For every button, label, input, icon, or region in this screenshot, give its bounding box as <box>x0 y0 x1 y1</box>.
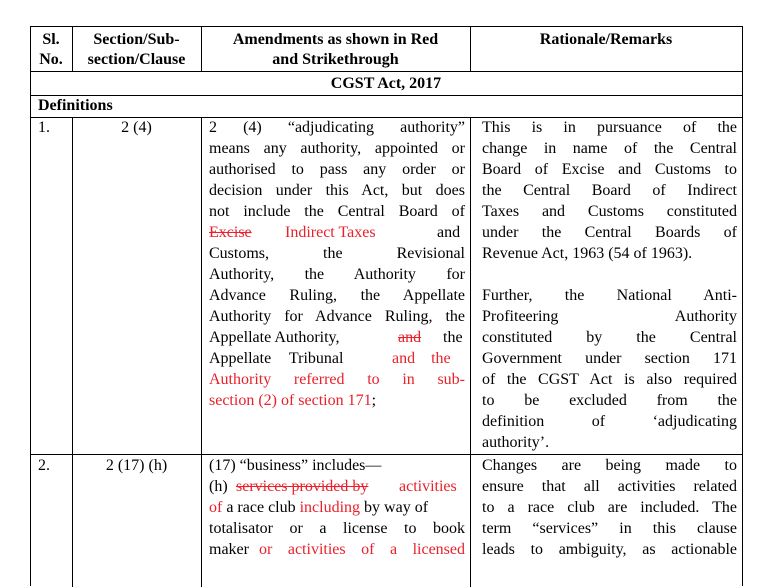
header-divider <box>30 71 743 72</box>
act-title: CGST Act, 2017 <box>330 75 442 92</box>
inserted-text: Authority referred to in sub- <box>209 371 465 388</box>
col-divider-2b <box>201 117 202 587</box>
act-divider <box>30 95 743 96</box>
row-section: 2 (17) (h) <box>105 457 168 474</box>
inserted-text: activities <box>399 478 457 495</box>
inserted-text: or activities of a licensed <box>259 541 465 558</box>
struck-text: services provided by <box>236 478 369 495</box>
table-border-top <box>30 26 743 27</box>
row-sl-no: 1. <box>38 119 50 136</box>
inserted-text: of <box>209 499 223 516</box>
col-divider-1b <box>72 117 73 587</box>
struck-text: and <box>398 329 422 346</box>
inserted-text: and the <box>392 350 451 367</box>
table-border-left <box>30 26 31 586</box>
section-heading: Definitions <box>38 97 113 114</box>
inserted-text: including <box>299 499 361 516</box>
table-border-right <box>742 26 743 586</box>
inserted-text: section (2) of section 171 <box>209 392 372 409</box>
struck-text: Excise <box>209 224 252 241</box>
header-rationale: Rationale/Remarks <box>539 31 673 48</box>
row-section: 2 (4) <box>121 119 152 136</box>
row-sl-no: 2. <box>38 457 50 474</box>
inserted-text: Indirect Taxes <box>285 224 376 241</box>
col-divider-3b <box>470 117 471 587</box>
amendments-table: Sl. No. Section/Sub- section/Clause Amendments as shown in Red and Strikethrough Rationale/Remarks CGST Act, 2017 Definitions 1. 2 (4) 2 (4) “adjudicating authority” means any authority, appointed or authorised to pass any order or decision under this Act, but does not include the Central Board of Excise Indirect Taxes and Customs, the Revisional Authority, the Authority for Advance Ruling, the Appellate Authority for Advance Ruling, the Appellate Authority, and the Appellate Tribunal and the Authority referred to in sub- section (2) of section 171; This is in pursuance of the change in name of the Central Board of Excise and Customs to the Central Board of Indirect Taxes and Customs constituted under the Central Boards of Revenue Act, 1963 (54 of 1963). Further, the National Anti- Profiteering Authority constituted by the Central Government under section 171 of the CGST Act is also required to be excluded from the definition of ‘adjudicating authority’. 2. 2 (17) (h) (17) “business” includes— (h) services provided by activities of a race club including by way of totalisator or a license to book maker or activities of a licensed Changes are being made to ensure that all activities related to a race club are included. The term “services” in this clause leads to ambiguity, as actionable <box>30 26 742 586</box>
